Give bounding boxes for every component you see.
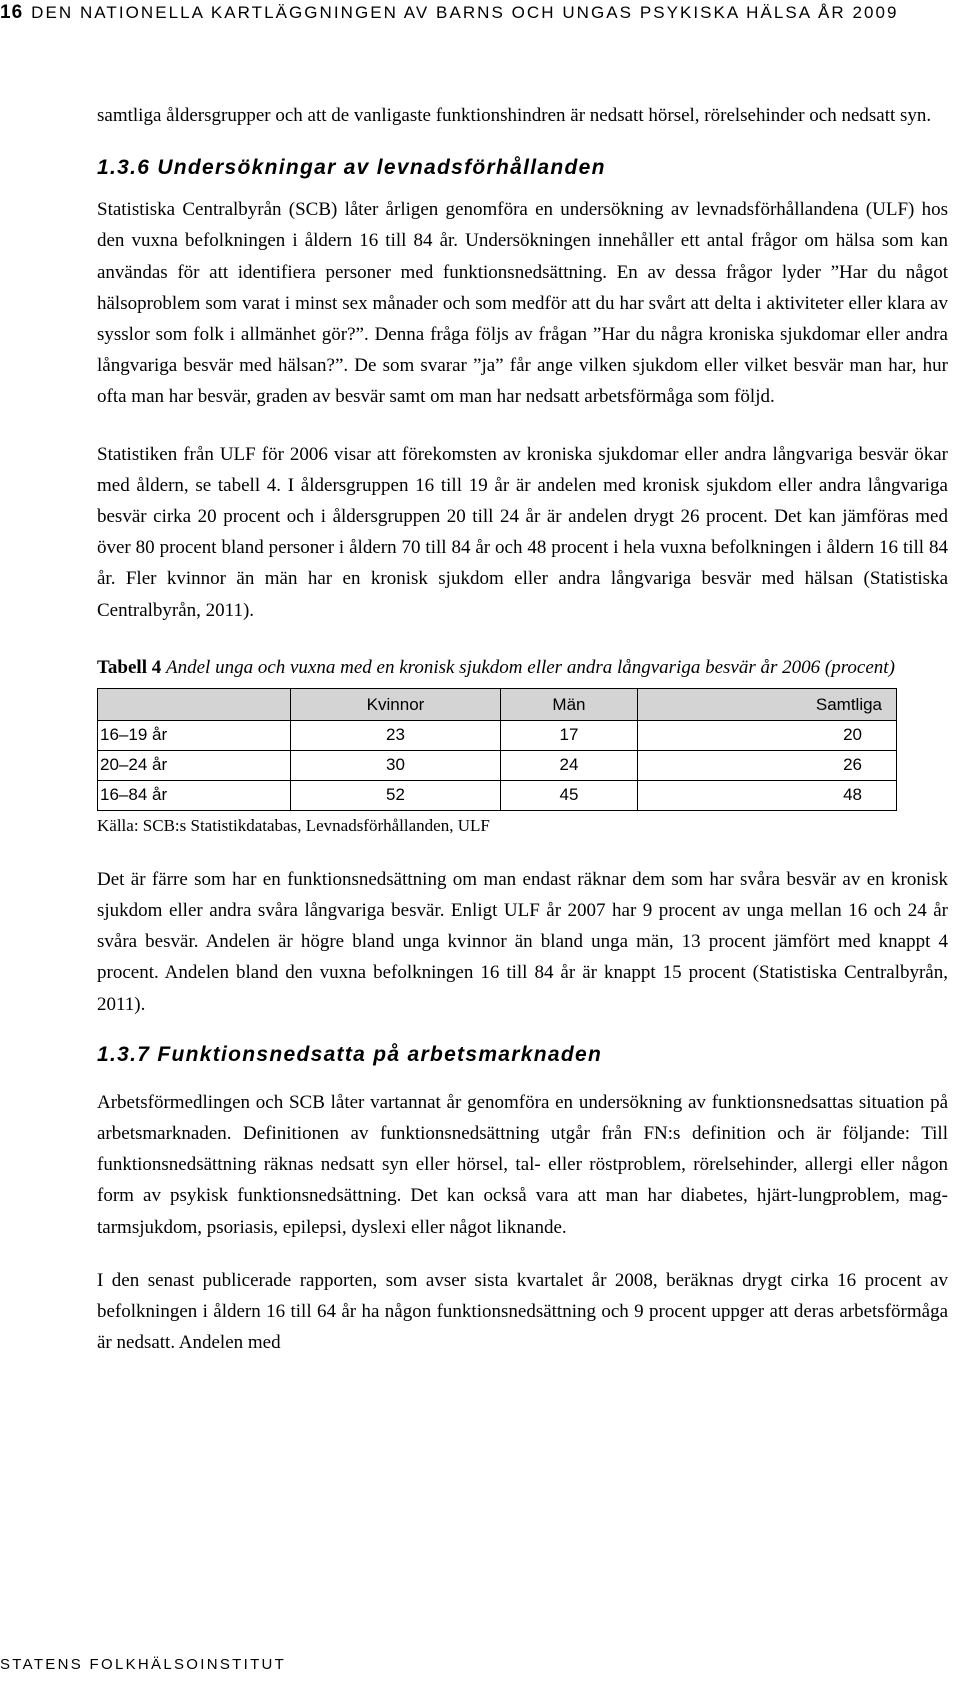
table-cell: 52 [291,780,501,810]
section-heading-1-3-6: 1.3.6 Undersökningar av levnadsförhållanden [97,156,606,180]
table-header-row [98,688,897,720]
paragraph-ulf-statistics: Statistiken från ULF för 2006 visar att förekomsten av kroniska sjukdomar eller andra långvariga besvär ökar med åldern, se tabell 4. I åldersgruppen 16 till 19 år är andelen med kronisk sjukdom eller andra långvariga besvär cirka 20 procent och i åldersgruppen 20 till 24 år är andelen drygt 26 procent. Det kan jämföras med över 80 procent bland personer i åldern 70 till 84 år och 48 procent i hela vuxna befolkningen i åldern 16 till 84 år. Fler kvinnor än män har en kronisk sjukdom eller andra långvariga besvär med hälsan (Statistiska Centralbyrån, 2011). [97,443,948,621]
table-cell: 48 [637,780,896,810]
table-header-cell: Kvinnor [291,688,501,720]
table-cell: 26 [637,750,896,780]
table-row-label: 16–84 år [98,780,291,810]
table-row [98,750,897,780]
table-cell: 17 [500,720,637,750]
main-content [97,100,948,1358]
header-title: DEN NATIONELLA KARTLÄGGNINGEN AV BARNS OCH UNGAS PSYKISKA HÄLSA ÅR 2009 [31,3,899,22]
table-caption [97,652,948,683]
data-table [97,688,897,811]
table-row [98,780,897,810]
running-header [0,2,899,24]
table-cell: 20 [637,720,896,750]
paragraph-labour-market: Arbetsförmedlingen och SCB låter vartannat år genomföra en undersökning av funktionsnedsattas situation på arbetsmarknaden. Definitionen av funktionsnedsättning utgår från FN:s definition och är följande: Till funktionsnedsättning räknas nedsatt syn eller hörsel, tal- eller röstproblem, rörelsehinder, allergi eller någon form av psykisk funktionsnedsättning. Det kan också vara att man har diabetes, hjärt-lungproblem, mag-tarmsjukdom, psoriasis, epilepsi, dyslexi eller något liknande. [97,1091,948,1238]
paragraph-intro: samtliga åldersgrupper och att de vanligaste funktionshindren är nedsatt hörsel, rörelsehinder och nedsatt syn. [97,105,932,126]
table-header-cell [98,688,291,720]
table-cell: 45 [500,780,637,810]
table-row-label: 16–19 år [98,720,291,750]
table-caption-label: Tabell 4 [97,656,162,678]
paragraph-ulf-survey: Statistiska Centralbyrån (SCB) låter årligen genomföra en undersökning av levnadsförhållandena (ULF) hos den vuxna befolkningen i åldern 16 till 84 år. Undersökningen innehåller ett antal frågor om hälsa som kan användas för att identifiera personer med funktionsnedsättning. En av dessa frågor lyder ”Har du något hälsoproblem som varat i minst sex månader och som medför att du har svårt att delta i aktiviteter eller klara av sysslor som folk i allmänhet gör?”. Denna fråga följs av frågan ”Har du några kroniska sjukdomar eller andra långvariga besvär med hälsan?”. De som svarar ”ja” får ange vilken sjukdom eller vilket besvär man har, hur ofta man har besvär, graden av besvär samt om man har nedsatt arbetsförmåga som följd. [97,199,948,408]
paragraph-severe-conditions: Det är färre som har en funktionsnedsättning om man endast räknar dem som har svåra besvär av en kronisk sjukdom eller andra svåra långvariga besvär. Enligt ULF år 2007 har 9 procent av unga mellan 16 och 24 år svåra besvär. Andelen är högre bland unga kvinnor än bland unga män, 13 procent jämfört med knappt 4 procent. Andelen bland den vuxna befolkningen 16 till 84 år är knappt 15 procent (Statistiska Centralbyrån, 2011). [97,868,948,1015]
table-caption-text: Andel unga och vuxna med en kronisk sjukdom eller andra långvariga besvär år 2006 (procent) [166,656,895,678]
table-header-cell: Män [500,688,637,720]
paragraph-latest-report: I den senast publicerade rapporten, som avser sista kvartalet år 2008, beräknas drygt cirka 16 procent av befolkningen i åldern 16 till 64 år ha någon funktionsnedsättning och 9 procent uppger att deras arbetsförmåga är nedsatt. Andelen med [97,1269,948,1354]
section-heading-1-3-7: 1.3.7 Funktionsnedsatta på arbetsmarknaden [97,1042,603,1066]
table-header-cell: Samtliga [637,688,896,720]
table-row-label: 20–24 år [98,750,291,780]
table-cell: 30 [291,750,501,780]
table-cell: 23 [291,720,501,750]
table-row [98,720,897,750]
running-footer: STATENS FOLKHÄLSOINSTITUT [0,1656,287,1673]
page-number: 16 [0,2,24,23]
table-cell: 24 [500,750,637,780]
table-source: Källa: SCB:s Statistikdatabas, Levnadsförhållanden, ULF [97,815,490,835]
